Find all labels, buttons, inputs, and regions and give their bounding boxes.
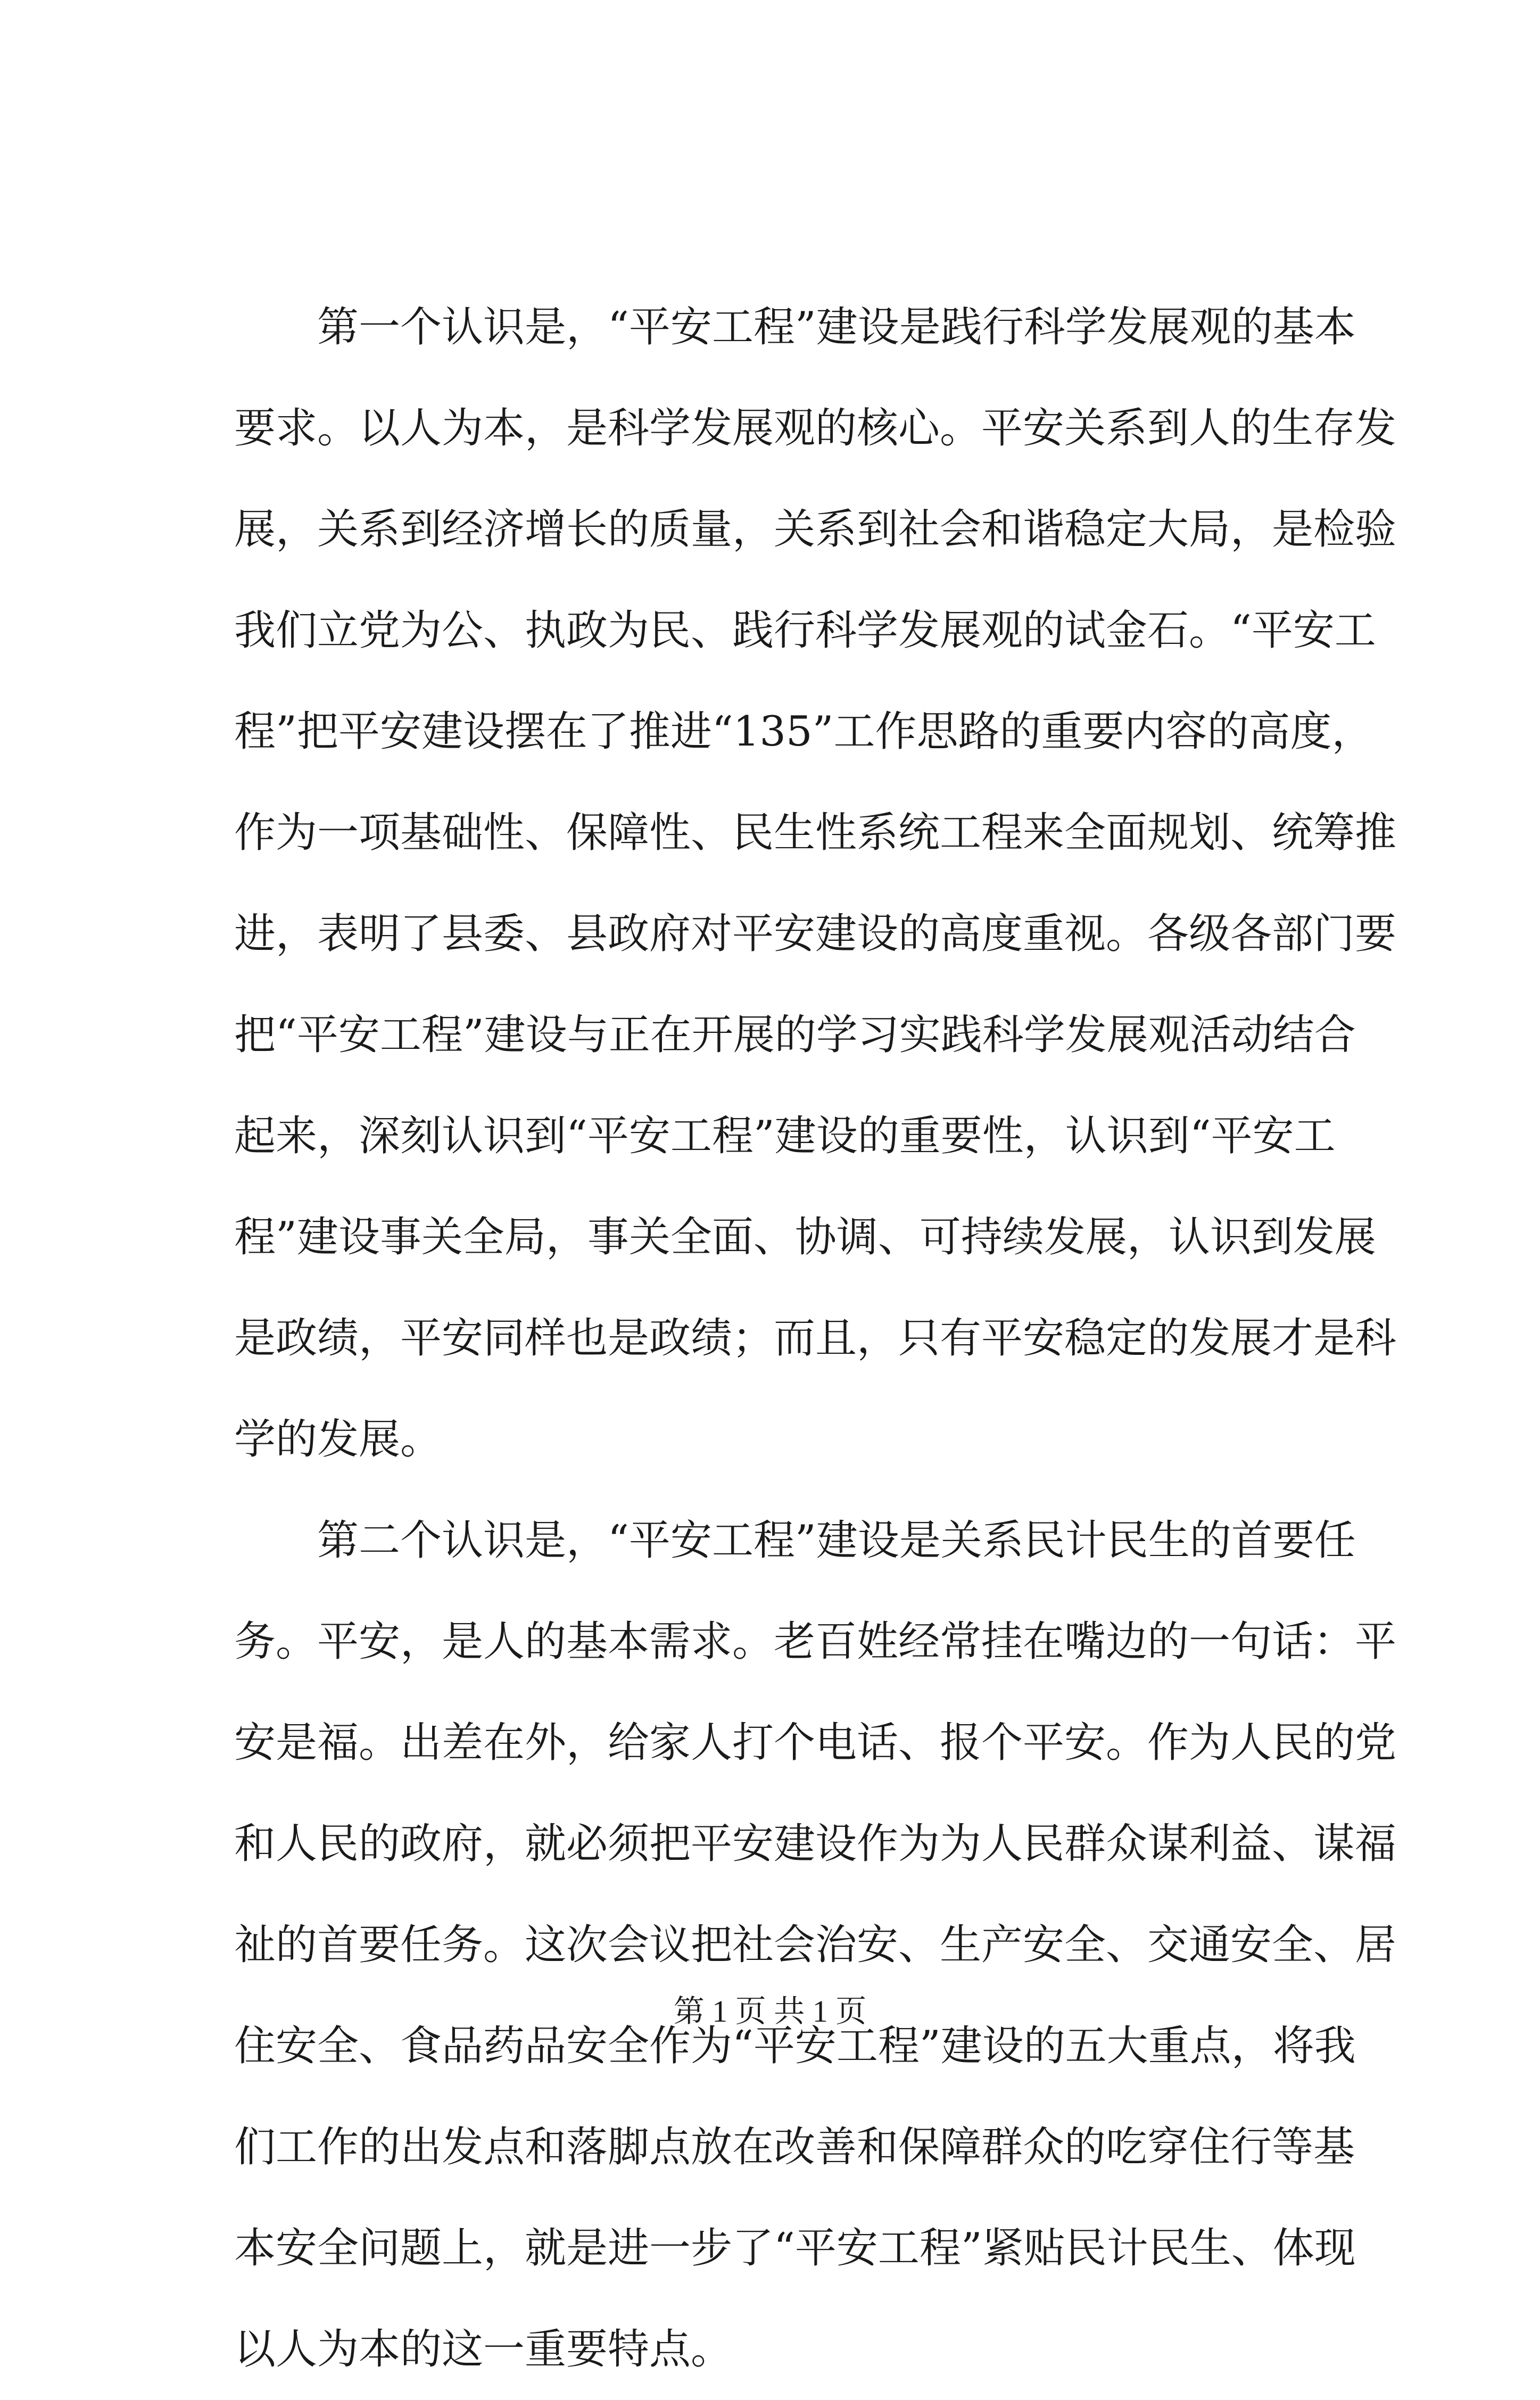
page-number-footer: 第 1 页 共 1 页 <box>673 1994 867 2029</box>
paragraph-line: 们工作的出发点和落脚点放在改善和保障群众的吃穿住行等基 <box>234 2123 1355 2171</box>
paragraph-line: 和人民的政府，就必须把平安建设作为为人民群众谋利益、谋福 <box>234 1820 1397 1868</box>
paragraph-line: 本安全问题上，就是进一步了“平安工程”紧贴民计民生、体现 <box>234 2224 1356 2272</box>
paragraph-line: 起来，深刻认识到“平安工程”建设的重要性，认识到“平安工 <box>234 1112 1336 1160</box>
paragraph-line: 务。平安，是人的基本需求。老百姓经常挂在嘴边的一句话：平 <box>234 1618 1397 1666</box>
paragraph-line: 我们立党为公、执政为民、践行科学发展观的试金石。“平安工 <box>234 607 1376 655</box>
paragraph-line: 程”建设事关全局，事关全面、协调、可持续发展，认识到发展 <box>234 1213 1376 1261</box>
paragraph-line: 是政绩，平安同样也是政绩；而且，只有平安稳定的发展才是科 <box>234 1314 1397 1362</box>
paragraph-1 <box>234 277 1397 1490</box>
paragraph-line: 祉的首要任务。这次会议把社会治安、生产安全、交通安全、居 <box>234 1921 1397 1969</box>
paragraph-line: 作为一项基础性、保障性、民生性系统工程来全面规划、统筹推 <box>234 809 1397 857</box>
paragraph-line: 安是福。出差在外，给家人打个电话、报个平安。作为人民的党 <box>234 1719 1397 1767</box>
paragraph-line: 住安全、食品药品安全作为“平安工程”建设的五大重点，将我 <box>234 2022 1356 2070</box>
paragraph-2 <box>234 1490 1397 2400</box>
paragraph-line: 以人为本的这一重要特点。 <box>234 2325 733 2373</box>
paragraph-line: 程”把平安建设摆在了推进“135”工作思路的重要内容的高度， <box>234 708 1373 756</box>
paragraph-line: 把“平安工程”建设与正在开展的学习实践科学发展观活动结合 <box>234 1011 1356 1059</box>
paragraph-line: 第二个认识是，“平安工程”建设是关系民计民生的首要任 <box>317 1517 1356 1565</box>
paragraph-line: 展，关系到经济增长的质量，关系到社会和谐稳定大局，是检验 <box>234 506 1397 553</box>
document-body <box>234 277 1397 2400</box>
paragraph-line: 要求。以人为本，是科学发展观的核心。平安关系到人的生存发 <box>234 404 1397 452</box>
paragraph-line: 第一个认识是，“平安工程”建设是践行科学发展观的基本 <box>317 303 1356 351</box>
paragraph-line: 进，表明了县委、县政府对平安建设的高度重视。各级各部门要 <box>234 910 1397 958</box>
paragraph-line: 学的发展。 <box>234 1416 442 1463</box>
